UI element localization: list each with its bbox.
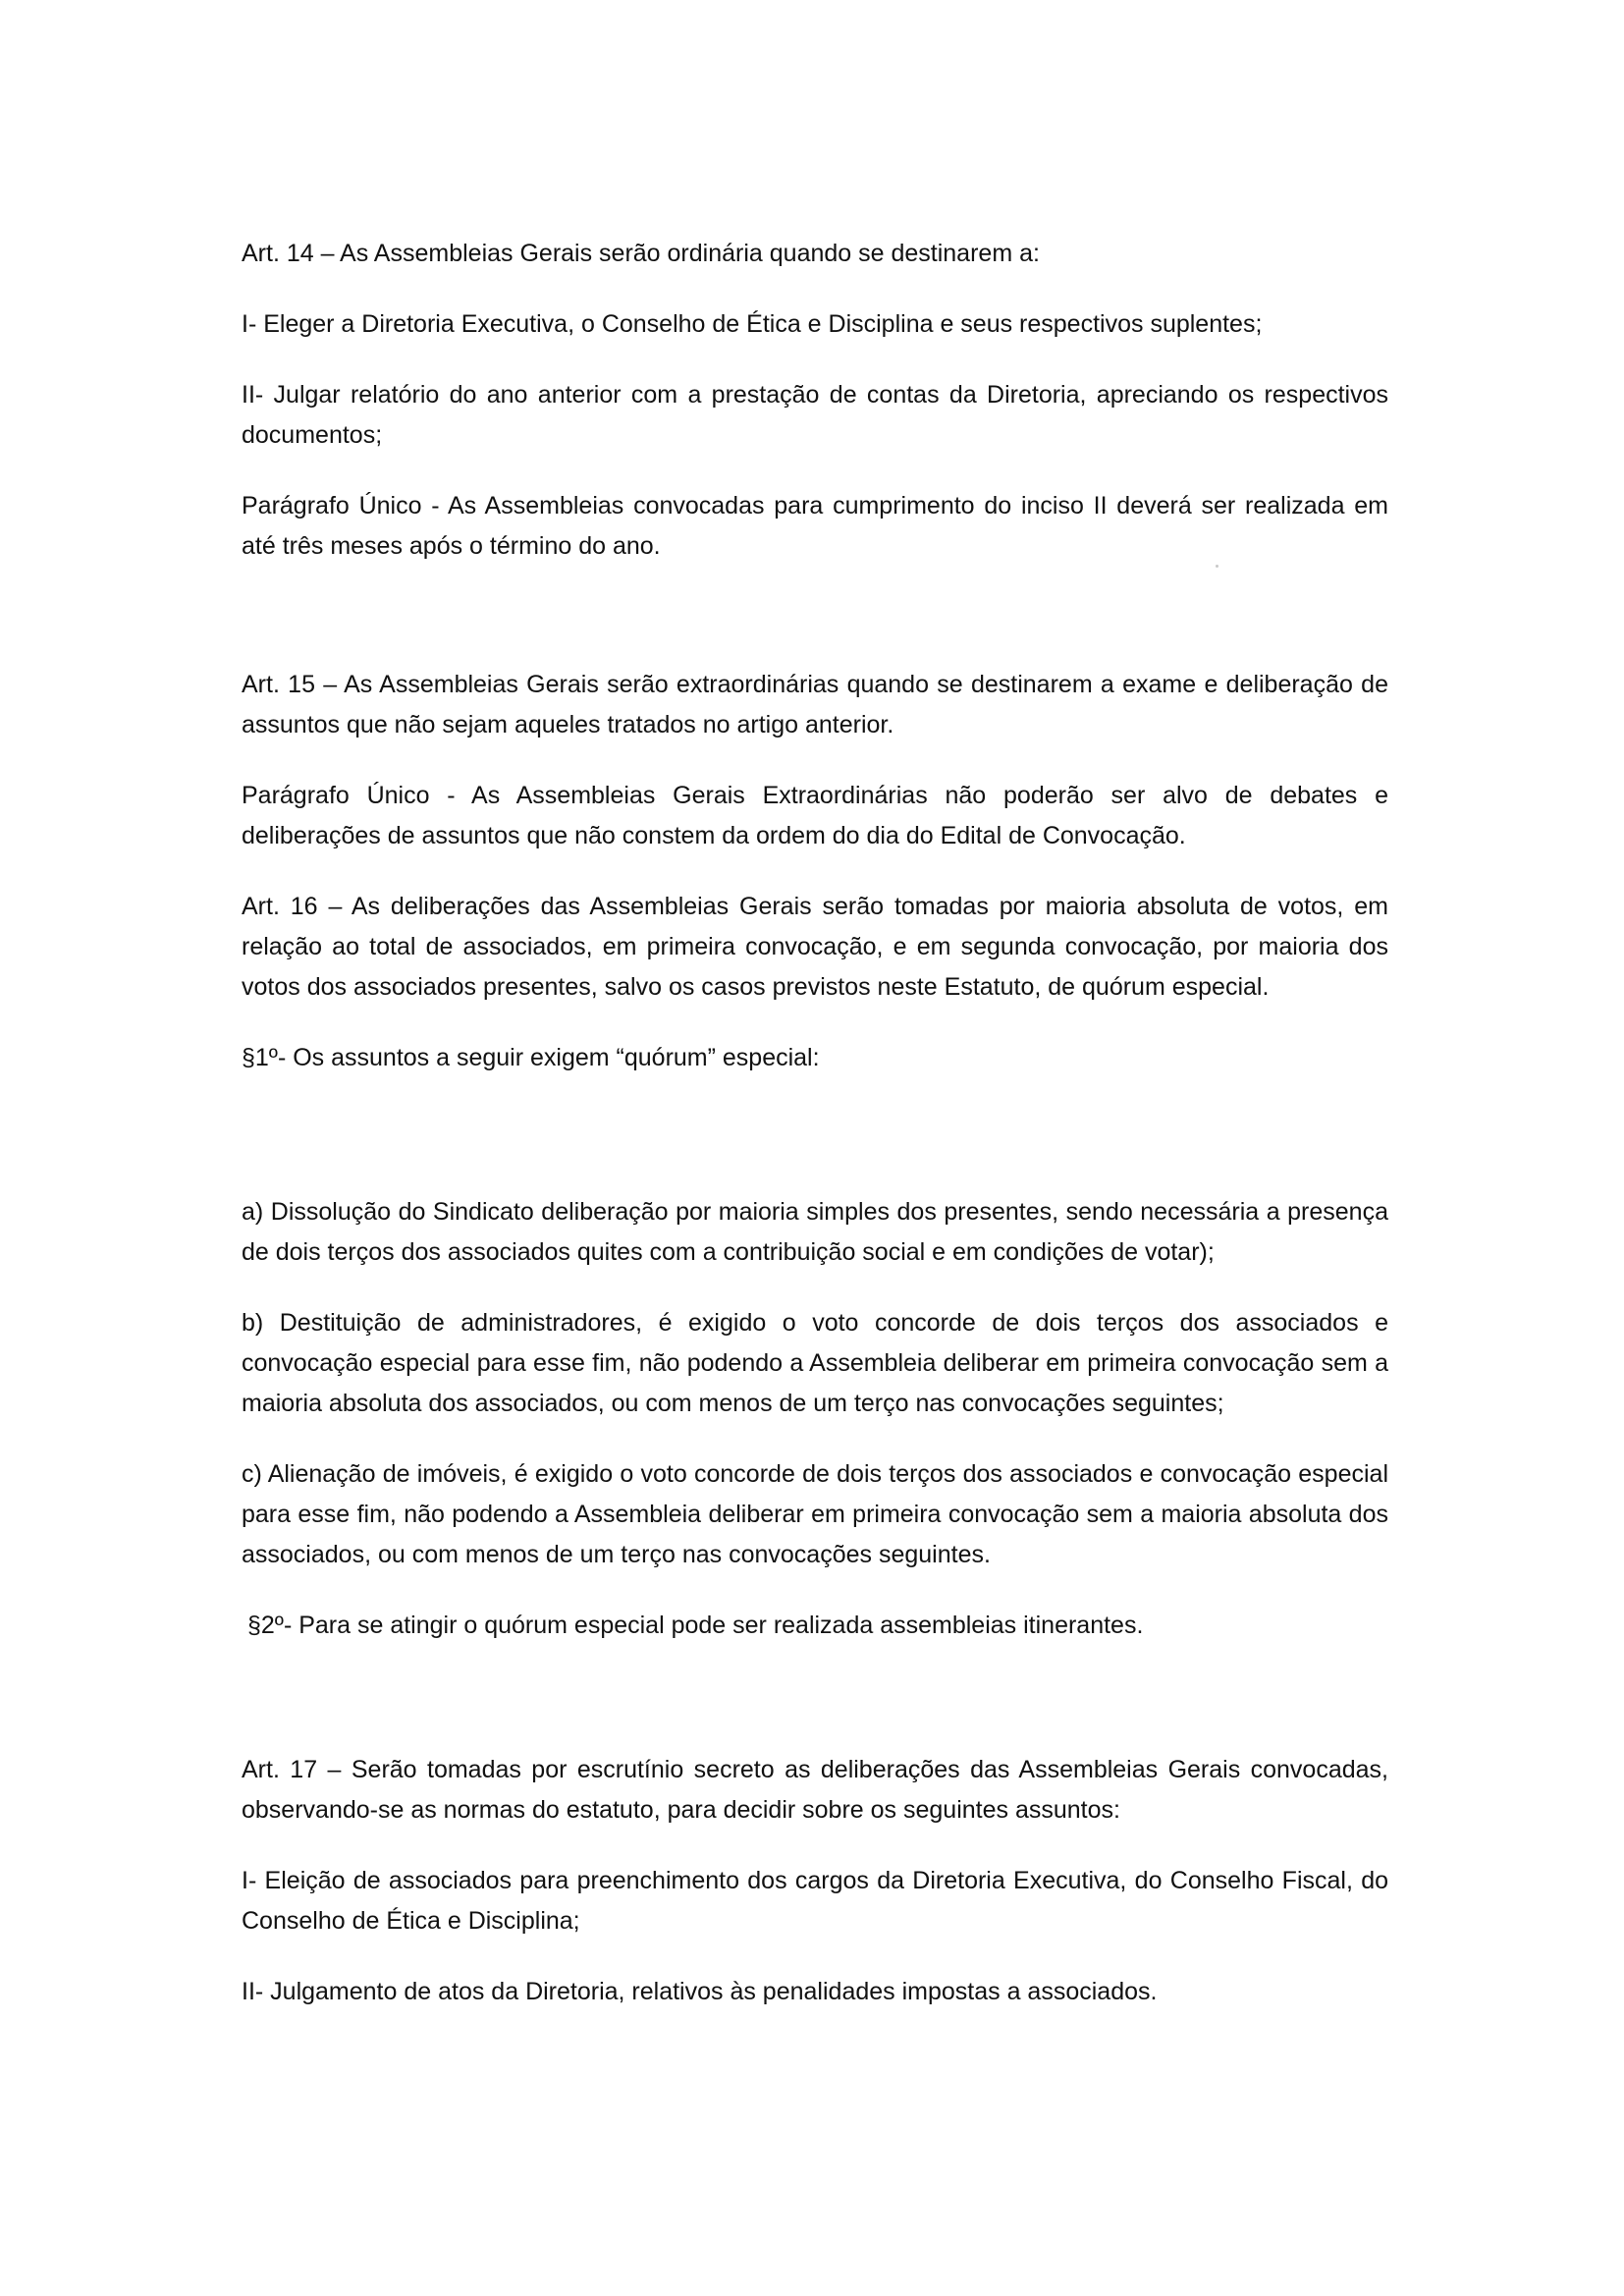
art-14-heading: Art. 14 – As Assembleias Gerais serão ordinária quando se destinarem a:	[242, 240, 1040, 267]
art-16-item-b: b) Destituição de administradores, é exigido o voto concorde de dois terços dos associados e convocação especial para esse fim, não podendo a Assembleia deliberar em primeira convocação sem a maioria absoluta dos associados, ou com menos de um terço nas convocações seguintes;	[242, 1309, 1388, 1417]
art-16-paragrafo-1: §1º- Os assuntos a seguir exigem “quórum” especial:	[242, 1044, 820, 1071]
art-15-paragrafo-unico: Parágrafo Único - As Assembleias Gerais Extraordinárias não poderão ser alvo de debates e deliberações de assuntos que não constem da ordem do dia do Edital de Convocação.	[242, 782, 1388, 849]
art-16: Art. 16 – As deliberações das Assembleias Gerais serão tomadas por maioria absoluta de votos, em relação ao total de associados, em primeira convocação, e em segunda convocação, por maioria dos votos dos associados presentes, salvo os casos previstos neste Estatuto, de quórum especial.	[242, 893, 1388, 1001]
art-15: Art. 15 – As Assembleias Gerais serão extraordinárias quando se destinarem a exame e deliberação de assuntos que não sejam aqueles tratados no artigo anterior.	[242, 671, 1388, 738]
art-14-inciso-i: I- Eleger a Diretoria Executiva, o Conselho de Ética e Disciplina e seus respectivos suplentes;	[242, 310, 1263, 338]
art-17-inciso-ii: II- Julgamento de atos da Diretoria, relativos às penalidades impostas a associados.	[242, 1978, 1158, 2005]
art-16-item-a: a) Dissolução do Sindicato deliberação por maioria simples dos presentes, sendo necessária a presença de dois terços dos associados quites com a contribuição social e em condições de votar);	[242, 1198, 1388, 1266]
art-14-paragrafo-unico: Parágrafo Único - As Assembleias convocadas para cumprimento do inciso II deverá ser realizada em até três meses após o término do ano.	[242, 492, 1388, 560]
art-16-paragrafo-2: §2º- Para se atingir o quórum especial pode ser realizada assembleias itinerantes.	[247, 1612, 1144, 1639]
document-body	[242, 234, 1388, 2012]
scan-speck	[1216, 565, 1218, 568]
art-17-inciso-i: I- Eleição de associados para preenchimento dos cargos da Diretoria Executiva, do Conselho Fiscal, do Conselho de Ética e Disciplina;	[242, 1867, 1388, 1935]
art-17: Art. 17 – Serão tomadas por escrutínio secreto as deliberações das Assembleias Gerais convocadas, observando-se as normas do estatuto, para decidir sobre os seguintes assuntos:	[242, 1756, 1388, 1824]
art-14-inciso-ii: II- Julgar relatório do ano anterior com a prestação de contas da Diretoria, apreciando os respectivos documentos;	[242, 381, 1388, 449]
art-16-item-c: c) Alienação de imóveis, é exigido o voto concorde de dois terços dos associados e convocação especial para esse fim, não podendo a Assembleia deliberar em primeira convocação sem a maioria absoluta dos associados, ou com menos de um terço nas convocações seguintes.	[242, 1460, 1388, 1568]
